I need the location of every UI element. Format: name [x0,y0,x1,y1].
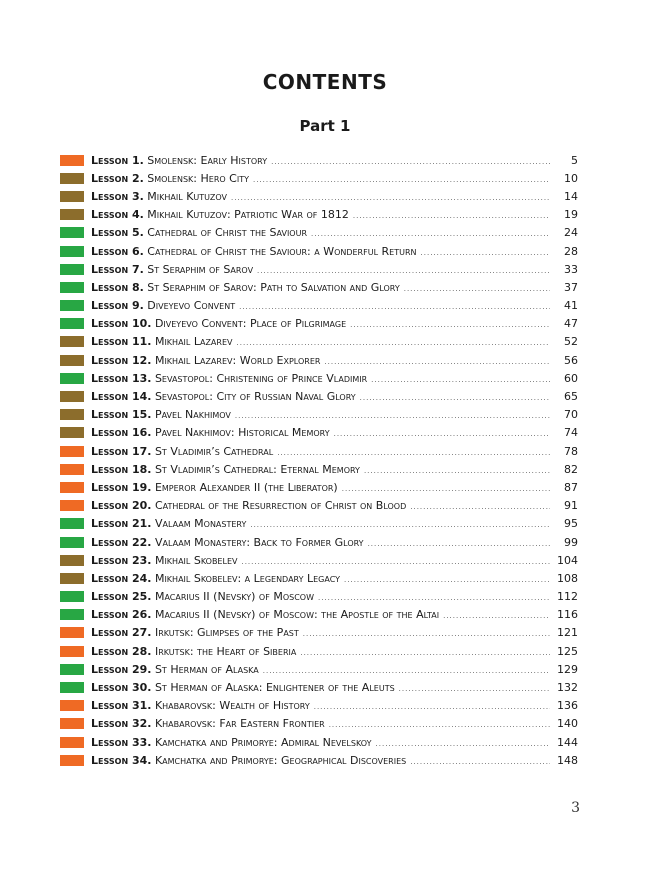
lesson-page-number: 87 [564,480,578,494]
lesson-title: Mikhail Lazarev [154,335,233,349]
toc-entry [60,297,578,315]
toc-entry-text [91,354,320,367]
dot-leader [421,245,550,258]
lesson-number: Lesson 28. [91,644,152,658]
lesson-number: Lesson 16. [91,426,152,440]
dot-leader [314,699,550,712]
dot-leader [344,572,550,585]
toc-entry-text [91,736,372,749]
lesson-number: Lesson 10. [91,317,152,331]
dot-leader [443,608,550,621]
lesson-page-number: 129 [557,662,578,676]
lesson-page-number: 65 [564,390,578,404]
toc-entry [60,606,578,624]
lesson-title: Macarius II (Nevsky) of Moscow [154,590,314,604]
toc-entry [60,333,578,351]
lesson-number: Lesson 32. [91,717,152,731]
lesson-page-number: 60 [564,371,578,385]
dot-leader [371,372,550,385]
toc-entry-text [91,481,338,494]
toc-entry-text [91,335,233,348]
toc-entry [60,660,578,678]
color-marker [60,355,84,366]
lesson-title: Sevastopol: Christening of Prince Vladimir [154,371,368,385]
lesson-number: Lesson 21. [91,517,152,531]
page-title: CONTENTS [262,70,388,94]
toc-entry [60,278,578,296]
lesson-number: Lesson 4. [91,208,144,222]
color-marker [60,391,84,402]
toc-entry [60,187,578,205]
dot-leader [399,681,550,694]
color-marker [60,755,84,766]
lesson-page-number: 41 [564,299,578,313]
dot-leader [364,463,550,476]
lesson-title: Mikhail Lazarev: World Explorer [154,353,321,367]
color-marker [60,409,84,420]
lesson-page-number: 5 [571,153,578,167]
dot-leader [241,554,550,567]
lesson-title: Sevastopol: City of Russian Naval Glory [154,390,356,404]
dot-leader [334,426,550,439]
lesson-number: Lesson 34. [91,753,152,767]
dot-leader [231,190,550,203]
toc-entry [60,169,578,187]
lesson-page-number: 104 [557,553,578,567]
dot-leader [342,481,550,494]
toc-entry-text [91,299,235,312]
toc-entry-text [91,699,310,712]
dot-leader [353,208,550,221]
color-marker [60,155,84,166]
color-marker [60,227,84,238]
dot-leader [253,172,550,185]
lesson-title: St Seraphim of Sarov: Path to Salvation and Glory [147,280,400,294]
toc-entry [60,206,578,224]
lesson-number: Lesson 13. [91,371,152,385]
lesson-title: Mikhail Kutuzov [147,189,227,203]
lesson-page-number: 70 [564,408,578,422]
dot-leader [235,408,550,421]
color-marker [60,737,84,748]
lesson-title: Cathedral of Christ the Saviour: a Wonderful Return [147,244,417,258]
lesson-title: Kamchatka and Primorye: Admiral Nevelskoy [154,735,372,749]
toc-entry-text [91,663,259,676]
dot-leader [360,390,550,403]
lesson-page-number: 121 [557,626,578,640]
lesson-number: Lesson 5. [91,226,144,240]
toc-entry-text [91,645,296,658]
toc-entry [60,497,578,515]
color-marker [60,427,84,438]
dot-leader [277,445,550,458]
lesson-title: Khabarovsk: Far Eastern Frontier [154,717,325,731]
toc-entry-text [91,608,439,621]
lesson-page-number: 47 [564,317,578,331]
lesson-number: Lesson 17. [91,444,152,458]
lesson-title: Irkutsk: Glimpses of the Past [154,626,299,640]
lesson-number: Lesson 7. [91,262,144,276]
toc-entry-text [91,572,340,585]
lesson-page-number: 52 [564,335,578,349]
lesson-title: Cathedral of Christ the Saviour [147,226,308,240]
lesson-number: Lesson 20. [91,499,152,513]
lesson-number: Lesson 31. [91,699,152,713]
lesson-page-number: 19 [564,208,578,222]
toc-entry-text [91,517,246,530]
lesson-title: Emperor Alexander II (the Liberator) [154,480,338,494]
lesson-title: Mikhail Kutuzov: Patriotic War of 1812 [147,208,349,222]
lesson-number: Lesson 12. [91,353,152,367]
lesson-page-number: 136 [557,699,578,713]
color-marker [60,627,84,638]
color-marker [60,555,84,566]
lesson-page-number: 24 [564,226,578,240]
toc-entry [60,242,578,260]
lesson-title: Valaam Monastery [154,517,247,531]
toc-entry-text [91,190,227,203]
lesson-page-number: 95 [564,517,578,531]
dot-leader [239,299,550,312]
dot-leader [410,754,550,767]
toc-entry-text [91,281,400,294]
color-marker [60,264,84,275]
toc-entry [60,424,578,442]
toc-entry [60,406,578,424]
lesson-number: Lesson 26. [91,608,152,622]
dot-leader [376,736,550,749]
lesson-title: St Herman of Alaska: Enlightener of the Aleuts [154,681,395,695]
toc-entry-text [91,536,364,549]
dot-leader [311,226,550,239]
lesson-page-number: 108 [557,571,578,585]
toc-entry [60,697,578,715]
dot-leader [324,354,550,367]
dot-leader [263,663,550,676]
lesson-title: Diveyevo Convent [147,299,236,313]
toc-entry [60,260,578,278]
dot-leader [350,317,550,330]
lesson-title: Pavel Nakhimov: Historical Memory [154,426,330,440]
dot-leader [250,517,550,530]
dot-leader [318,590,550,603]
toc-entry [60,224,578,242]
lesson-number: Lesson 1. [91,153,144,167]
toc-entry-text [91,681,395,694]
toc-entry-text [91,445,273,458]
toc-entry [60,351,578,369]
lesson-title: Pavel Nakhimov [154,408,231,422]
toc-entry [60,642,578,660]
dot-leader [404,281,550,294]
lesson-number: Lesson 18. [91,462,152,476]
lesson-page-number: 33 [564,262,578,276]
lesson-page-number: 116 [557,608,578,622]
dot-leader [410,499,550,512]
lesson-page-number: 78 [564,444,578,458]
toc-entry-text [91,554,237,567]
lesson-number: Lesson 24. [91,571,152,585]
lesson-page-number: 37 [564,280,578,294]
lesson-title: St Vladimir’s Cathedral [154,444,274,458]
color-marker [60,718,84,729]
dot-leader [257,263,550,276]
lesson-page-number: 112 [557,590,578,604]
dot-leader [368,536,550,549]
lesson-title: Smolensk: Early History [147,153,268,167]
dot-leader [300,645,550,658]
toc-entry [60,624,578,642]
lesson-number: Lesson 23. [91,553,152,567]
lesson-number: Lesson 15. [91,408,152,422]
color-marker [60,482,84,493]
toc-entry [60,515,578,533]
table-of-contents [60,151,578,769]
lesson-page-number: 148 [557,753,578,767]
lesson-number: Lesson 6. [91,244,144,258]
toc-entry [60,387,578,405]
toc-entry [60,151,578,169]
lesson-title: Mikhail Skobelev [154,553,238,567]
toc-entry [60,533,578,551]
color-marker [60,336,84,347]
lesson-title: Irkutsk: the Heart of Siberia [154,644,297,658]
color-marker [60,446,84,457]
color-marker [60,700,84,711]
lesson-number: Lesson 27. [91,626,152,640]
lesson-page-number: 132 [557,681,578,695]
color-marker [60,518,84,529]
toc-entry [60,551,578,569]
page-number: 3 [571,800,580,816]
toc-entry-text [91,390,356,403]
part-title: Part 1 [299,117,351,135]
lesson-page-number: 82 [564,462,578,476]
color-marker [60,191,84,202]
lesson-number: Lesson 22. [91,535,152,549]
color-marker [60,573,84,584]
lesson-title: Cathedral of the Resurrection of Christ on Blood [154,499,407,513]
toc-entry-text [91,317,346,330]
color-marker [60,209,84,220]
lesson-title: Valaam Monastery: Back to Former Glory [154,535,364,549]
lesson-page-number: 125 [557,644,578,658]
lesson-number: Lesson 19. [91,480,152,494]
color-marker [60,591,84,602]
dot-leader [329,717,550,730]
color-marker [60,500,84,511]
lesson-page-number: 56 [564,353,578,367]
toc-entry [60,588,578,606]
lesson-page-number: 14 [564,189,578,203]
lesson-title: Mikhail Skobelev: a Legendary Legacy [154,571,341,585]
lesson-title: Diveyevo Convent: Place of Pilgrimage [154,317,347,331]
toc-entry [60,315,578,333]
toc-entry [60,460,578,478]
toc-entry-text [91,754,406,767]
toc-entry-text [91,263,253,276]
toc-entry-text [91,463,360,476]
color-marker [60,682,84,693]
toc-entry [60,442,578,460]
lesson-title: St Vladimir’s Cathedral: Eternal Memory [154,462,360,476]
toc-entry-text [91,154,267,167]
color-marker [60,246,84,257]
lesson-title: Smolensk: Hero City [147,171,249,185]
toc-entry [60,733,578,751]
toc-entry-text [91,245,417,258]
toc-entry [60,678,578,696]
lesson-page-number: 74 [564,426,578,440]
toc-entry [60,751,578,769]
dot-leader [303,626,550,639]
toc-entry-text [91,372,367,385]
color-marker [60,318,84,329]
color-marker [60,664,84,675]
lesson-number: Lesson 3. [91,189,144,203]
lesson-number: Lesson 14. [91,390,152,404]
lesson-title: Macarius II (Nevsky) of Moscow: the Apostle of the Altai [154,608,440,622]
lesson-page-number: 10 [564,171,578,185]
lesson-page-number: 99 [564,535,578,549]
lesson-title: St Seraphim of Sarov [147,262,254,276]
color-marker [60,282,84,293]
toc-entry [60,569,578,587]
lesson-number: Lesson 8. [91,280,144,294]
color-marker [60,646,84,657]
lesson-page-number: 28 [564,244,578,258]
lesson-title: St Herman of Alaska [154,662,259,676]
toc-entry [60,369,578,387]
color-marker [60,609,84,620]
lesson-number: Lesson 29. [91,662,152,676]
toc-entry-text [91,208,349,221]
toc-entry [60,715,578,733]
toc-entry-text [91,717,325,730]
dot-leader [271,154,550,167]
color-marker [60,173,84,184]
lesson-page-number: 91 [564,499,578,513]
lesson-number: Lesson 25. [91,590,152,604]
toc-entry-text [91,172,249,185]
lesson-page-number: 144 [557,735,578,749]
lesson-page-number: 140 [557,717,578,731]
lesson-number: Lesson 33. [91,735,152,749]
color-marker [60,300,84,311]
color-marker [60,464,84,475]
color-marker [60,537,84,548]
lesson-number: Lesson 11. [91,335,152,349]
lesson-title: Khabarovsk: Wealth of History [154,699,310,713]
dot-leader [237,335,551,348]
toc-entry-text [91,226,307,239]
toc-entry-text [91,426,330,439]
toc-entry-text [91,590,314,603]
toc-entry-text [91,499,406,512]
color-marker [60,373,84,384]
toc-entry-text [91,626,299,639]
lesson-title: Kamchatka and Primorye: Geographical Discoveries [154,753,407,767]
lesson-number: Lesson 2. [91,171,144,185]
toc-entry-text [91,408,231,421]
toc-entry [60,478,578,496]
lesson-number: Lesson 30. [91,681,152,695]
lesson-number: Lesson 9. [91,299,144,313]
